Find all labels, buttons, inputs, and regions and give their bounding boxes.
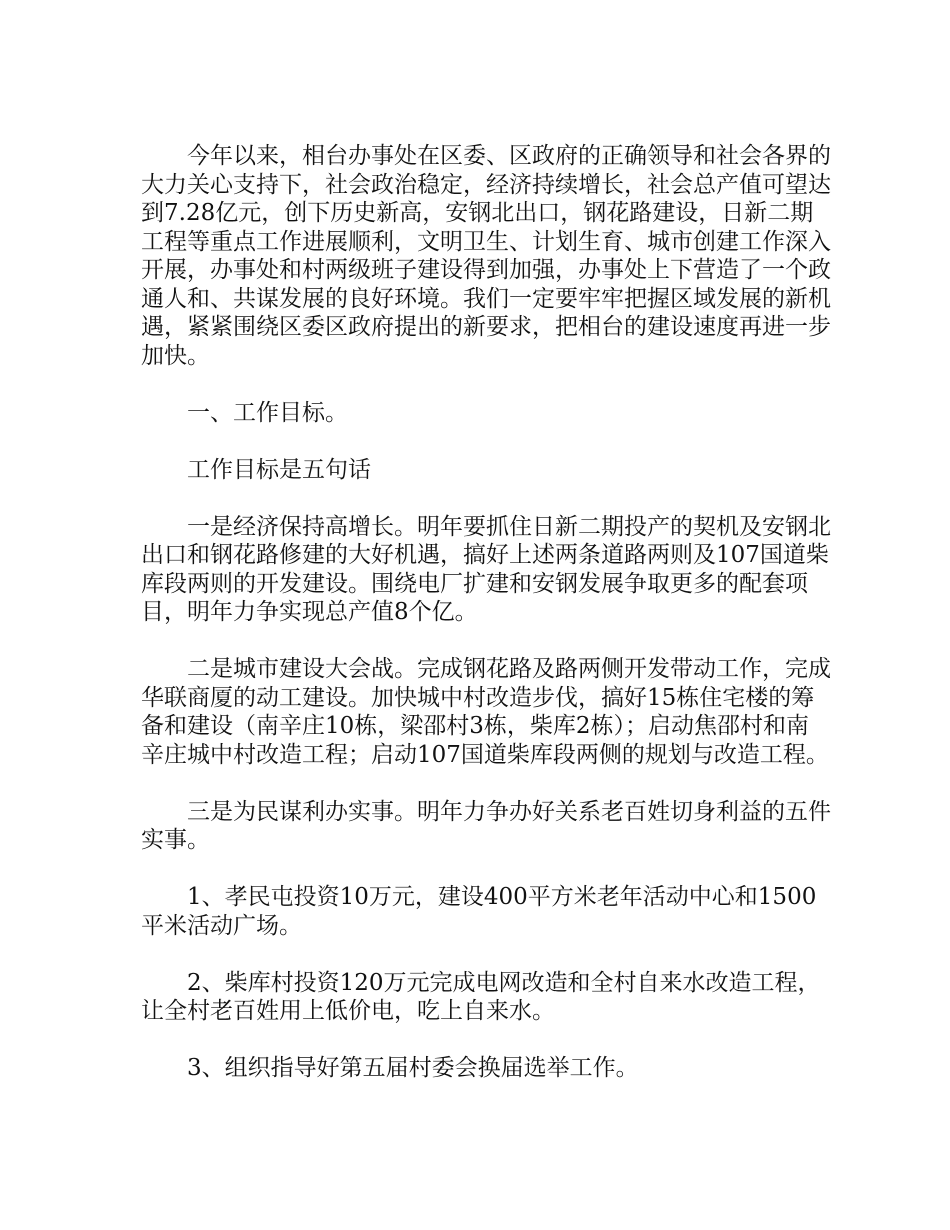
paragraph-gap — [141, 484, 831, 513]
paragraph-gap — [141, 427, 831, 456]
list-item-3: 3、组织指导好第五届村委会换届选举工作。 — [187, 1055, 639, 1081]
paragraph-gap — [141, 627, 831, 656]
paragraph-gap — [141, 769, 831, 798]
list-item-1: 1、孝民屯投资10万元，建设400平方米老年活动中心和1500平米活动广场。 — [141, 884, 817, 939]
paragraph-urban-construction: 二是城市建设大会战。完成钢花路及路两侧开发带动工作，完成华联商厦的动工建设。加快城中村改造步伐，搞好15栋住宅楼的筹备和建设（南辛庄10栋，梁邵村3栋，柴库2栋）；启动焦邵村和南辛庄城中村改造工程；启动107国道柴库段两侧的规划与改造工程。 — [141, 656, 831, 768]
paragraph-gap — [141, 370, 831, 399]
paragraph-gap — [141, 940, 831, 969]
paragraph-economic-growth: 一是经济保持高增长。明年要抓住日新二期投产的契机及安钢北出口和钢花路修建的大好机遇，搞好上述两条道路两则及107国道柴库段两则的开发建设。围绕电厂扩建和安钢发展争取更多的配套项目，明年力争实现总产值8个亿。 — [141, 513, 831, 625]
document-body — [141, 142, 831, 1083]
paragraph-gap — [141, 1026, 831, 1055]
list-item-2: 2、柴库村投资120万元完成电网改造和全村自来水改造工程，让全村老百姓用上低价电，吃上自来水。 — [141, 969, 821, 1024]
paragraph-goals-summary: 工作目标是五句话 — [187, 456, 371, 483]
paragraph-intro: 今年以来，相台办事处在区委、区政府的正确领导和社会各界的大力关心支持下，社会政治稳定，经济持续增长，社会总产值可望达到7.28亿元，创下历史新高，安钢北出口，钢花路建设，日新二期工程等重点工作进展顺利，文明卫生、计划生育、城市创建工作深入开展，办事处和村两级班子建设得到加强，办事处上下营造了一个政通人和、共谋发展的良好环境。我们一定要牢牢把握区域发展的新机遇，紧紧围绕区委区政府提出的新要求，把相台的建设速度再进一步加快。 — [141, 143, 831, 369]
paragraph-public-service: 三是为民谋利办实事。明年力争办好关系老百姓切身利益的五件实事。 — [141, 798, 831, 853]
section-heading-work-goals: 一、工作目标。 — [187, 399, 348, 426]
paragraph-gap — [141, 855, 831, 884]
